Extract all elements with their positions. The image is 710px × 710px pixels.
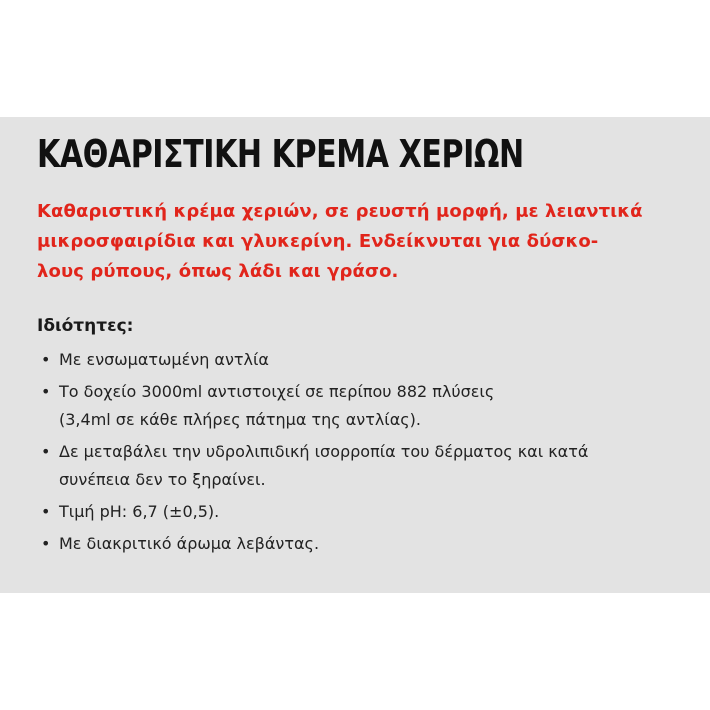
list-item-text: Με ενσωματωμένη αντλία xyxy=(59,350,269,369)
description-line: Καθαριστική κρέμα χεριών, σε ρευστή μορφή, με λειαντικά xyxy=(37,201,643,222)
properties-heading: Ιδιότητες: xyxy=(37,316,134,336)
description-line: λους ρύπους, όπως λάδι και γράσο. xyxy=(37,261,399,282)
list-item-text: (3,4ml σε κάθε πλήρες πάτημα της αντλίας). xyxy=(59,410,421,429)
list-item xyxy=(37,346,690,374)
list-item-text: Το δοχείο 3000ml αντιστοιχεί σε περίπου 882 πλύσεις xyxy=(59,382,495,401)
list-item xyxy=(37,438,690,494)
product-description xyxy=(37,197,677,287)
bullet-icon: • xyxy=(41,502,51,521)
product-info-panel xyxy=(0,117,710,593)
bullet-icon: • xyxy=(41,382,51,401)
list-item xyxy=(37,530,690,558)
list-item-text: συνέπεια δεν το ξηραίνει. xyxy=(59,470,266,489)
list-item-text: Δε μεταβάλει την υδρολιπιδική ισορροπία του δέρματος και κατά xyxy=(59,442,589,461)
product-title: ΚΑΘΑΡΙΣΤΙΚΗ ΚΡΕΜΑ ΧΕΡΙΩΝ xyxy=(37,132,524,176)
list-item xyxy=(37,378,690,434)
bullet-icon: • xyxy=(41,534,51,553)
list-item-text: Τιμή pH: 6,7 (±0,5). xyxy=(59,502,220,521)
list-item xyxy=(37,498,690,526)
list-item-text: Με διακριτικό άρωμα λεβάντας. xyxy=(59,534,320,553)
properties-list xyxy=(37,346,690,558)
description-line: μικροσφαιρίδια και γλυκερίνη. Ενδείκνυται για δύσκο- xyxy=(37,231,599,252)
bullet-icon: • xyxy=(41,442,51,461)
bullet-icon: • xyxy=(41,350,51,369)
